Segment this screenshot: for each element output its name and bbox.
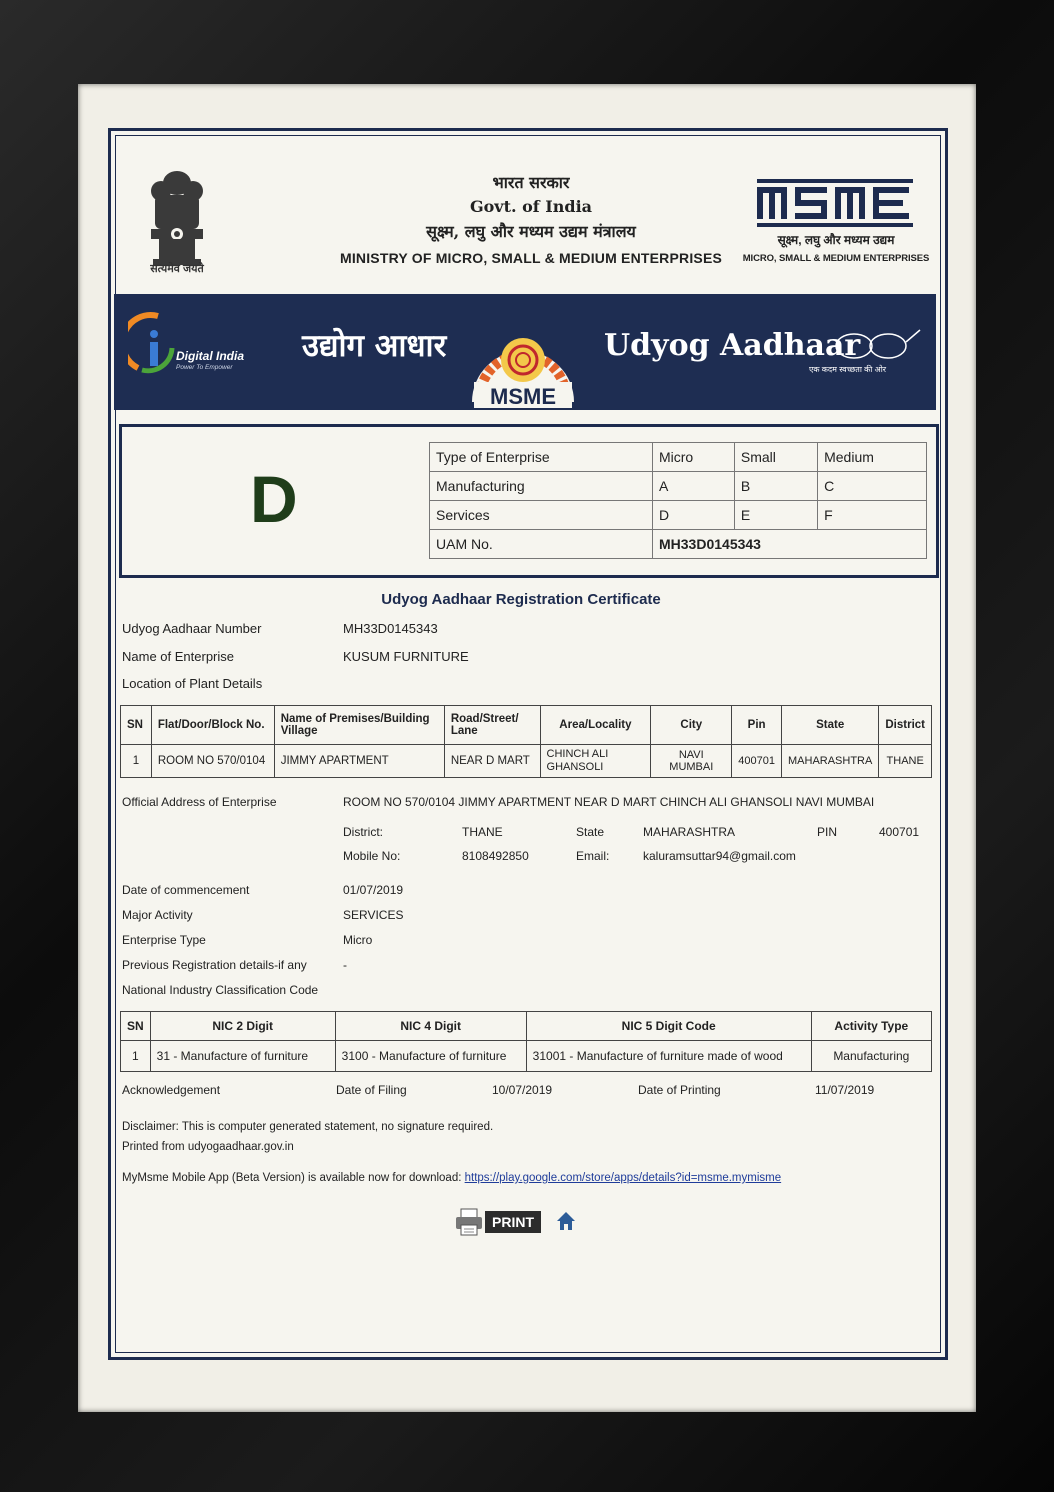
- msme-seal-icon: [466, 302, 580, 410]
- uan-value: MH33D0145343: [343, 621, 438, 636]
- table-header-row: [121, 706, 932, 745]
- national-emblem-icon: [141, 165, 213, 269]
- column-header: Name of Premises/Building Village: [274, 706, 444, 745]
- mobile-label: Mobile No:: [343, 849, 401, 863]
- major-activity-value: SERVICES: [343, 908, 404, 922]
- swachh-bharat-glasses-icon: [830, 326, 922, 362]
- column-header: NIC 5 Digit Code: [526, 1012, 811, 1041]
- printed-from: Printed from udyogaadhaar.gov.in: [122, 1141, 294, 1153]
- udyog-aadhaar-english: Udyog Aadhaar: [604, 328, 861, 363]
- play-store-link[interactable]: https://play.google.com/store/apps/details?id=msme.mymisme: [464, 1172, 782, 1184]
- column-header: Road/Street/ Lane: [444, 706, 540, 745]
- print-actions: [455, 1207, 534, 1237]
- email-label: Email:: [576, 849, 610, 863]
- enterprise-type-value: Micro: [343, 933, 373, 947]
- table-cell: Small: [734, 443, 817, 472]
- print-button[interactable]: PRINT: [485, 1211, 541, 1233]
- nic-label: National Industry Classification Code: [122, 983, 319, 997]
- table-cell: 3100 - Manufacture of furniture: [335, 1041, 526, 1072]
- column-header: NIC 2 Digit: [150, 1012, 335, 1041]
- swachh-bharat-tagline: एक कदम स्वच्छता की ओर: [809, 365, 887, 374]
- column-header: Activity Type: [811, 1012, 931, 1041]
- table-row: [430, 472, 927, 501]
- table-cell: A: [653, 472, 735, 501]
- home-icon[interactable]: [555, 1210, 577, 1232]
- table-header-row: [121, 1012, 932, 1041]
- district-value: THANE: [462, 825, 503, 839]
- government-header: [321, 171, 741, 271]
- mobile-app-text: MyMsme Mobile App (Beta Version) is available now for download:: [122, 1172, 462, 1184]
- table-cell: B: [734, 472, 817, 501]
- major-activity-label: Major Activity: [122, 908, 193, 922]
- table-cell: Micro: [653, 443, 735, 472]
- table-row: [121, 745, 932, 778]
- mobile-app-note: [122, 1172, 781, 1184]
- table-cell: Manufacturing: [811, 1041, 931, 1072]
- column-header: Pin: [732, 706, 782, 745]
- filing-date-label: Date of Filing: [336, 1083, 407, 1097]
- emblem-caption: सत्यमेव जयते: [150, 263, 204, 275]
- email-value: kaluramsuttar94@gmail.com: [643, 849, 796, 863]
- table-row: [430, 530, 927, 559]
- table-cell: E: [734, 501, 817, 530]
- official-address-label: Official Address of Enterprise: [122, 795, 277, 809]
- udyog-aadhaar-hindi: उद्योग आधार: [302, 328, 447, 364]
- table-cell: MAHARASHTRA: [781, 745, 878, 778]
- state-value: MAHARASHTRA: [643, 825, 736, 839]
- plant-location-table: [120, 705, 932, 778]
- disclaimer: Disclaimer: This is computer generated statement, no signature required.: [122, 1121, 494, 1133]
- location-label: Location of Plant Details: [122, 676, 263, 691]
- table-row: [430, 501, 927, 530]
- enterprise-name-value: KUSUM FURNITURE: [343, 649, 469, 664]
- table-cell: Medium: [818, 443, 927, 472]
- table-cell: THANE: [879, 745, 932, 778]
- table-cell: 1: [121, 745, 152, 778]
- table-cell: Manufacturing: [430, 472, 653, 501]
- table-cell: Type of Enterprise: [430, 443, 653, 472]
- previous-registration-value: -: [343, 958, 347, 972]
- mobile-value: 8108492850: [462, 849, 529, 863]
- previous-registration-label: Previous Registration details-if any: [122, 958, 307, 972]
- official-address-value: ROOM NO 570/0104 JIMMY APARTMENT NEAR D MART CHINCH ALI GHANSOLI NAVI MUMBAI: [343, 795, 875, 809]
- certificate: [108, 128, 948, 1360]
- msme-logo: [757, 179, 913, 227]
- filing-date-value: 10/07/2019: [492, 1083, 553, 1097]
- table-cell: ROOM NO 570/0104: [151, 745, 274, 778]
- enterprise-category-box: [119, 424, 939, 578]
- table-cell: NAVI MUMBAI: [651, 745, 732, 778]
- enterprise-type-table: [429, 442, 927, 559]
- certificate-title: Udyog Aadhaar Registration Certificate: [381, 591, 661, 608]
- table-cell: Services: [430, 501, 653, 530]
- gov-hindi: भारत सरकार: [492, 173, 570, 192]
- table-cell: NEAR D MART: [444, 745, 540, 778]
- digital-india-logo-icon: [128, 308, 178, 378]
- column-header: Flat/Door/Block No.: [151, 706, 274, 745]
- uam-number: MH33D0145343: [653, 530, 927, 559]
- column-header: SN: [121, 1012, 151, 1041]
- commencement-label: Date of commencement: [122, 883, 250, 897]
- pin-value: 400701: [879, 825, 920, 839]
- table-cell: CHINCH ALI GHANSOLI: [540, 745, 651, 778]
- msme-english-caption: MICRO, SMALL & MEDIUM ENTERPRISES: [742, 253, 930, 264]
- enterprise-type-label: Enterprise Type: [122, 933, 206, 947]
- table-cell: 31 - Manufacture of furniture: [150, 1041, 335, 1072]
- ministry-hindi: सूक्ष्म, लघु और मध्यम उद्यम मंत्रालय: [426, 222, 636, 241]
- table-cell: C: [818, 472, 927, 501]
- udyog-aadhaar-banner: [114, 294, 936, 410]
- seal-label: MSME: [490, 384, 556, 409]
- table-row: [121, 1041, 932, 1072]
- table-cell: F: [818, 501, 927, 530]
- column-header: NIC 4 Digit: [335, 1012, 526, 1041]
- table-cell: JIMMY APARTMENT: [274, 745, 444, 778]
- printer-icon[interactable]: [455, 1207, 483, 1237]
- column-header: District: [879, 706, 932, 745]
- table-cell: 31001 - Manufacture of furniture made of wood: [526, 1041, 811, 1072]
- district-label: District:: [343, 825, 383, 839]
- category-letter: D: [250, 462, 298, 536]
- commencement-value: 01/07/2019: [343, 883, 404, 897]
- nic-code-table: [120, 1011, 932, 1072]
- table-cell: 400701: [732, 745, 782, 778]
- acknowledgement-label: Acknowledgement: [122, 1083, 221, 1097]
- pin-label: PIN: [817, 825, 838, 839]
- enterprise-name-label: Name of Enterprise: [122, 649, 234, 664]
- uam-label: UAM No.: [430, 530, 653, 559]
- column-header: City: [651, 706, 732, 745]
- column-header: Area/Locality: [540, 706, 651, 745]
- column-header: State: [781, 706, 878, 745]
- printing-date-label: Date of Printing: [638, 1083, 721, 1097]
- gov-english: Govt. of India: [469, 197, 593, 216]
- table-cell: D: [653, 501, 735, 530]
- digital-india-tagline: Power To Empower: [176, 364, 233, 371]
- state-label: State: [576, 825, 605, 839]
- column-header: SN: [121, 706, 152, 745]
- table-row: [430, 443, 927, 472]
- printing-date-value: 11/07/2019: [815, 1083, 875, 1097]
- digital-india-text: Digital India: [176, 349, 245, 363]
- uan-label: Udyog Aadhaar Number: [122, 621, 262, 636]
- msme-hindi-caption: सूक्ष्म, लघु और मध्यम उद्यम: [777, 233, 895, 247]
- table-cell: 1: [121, 1041, 151, 1072]
- ministry-english: MINISTRY OF MICRO, SMALL & MEDIUM ENTERPRISES: [339, 250, 723, 266]
